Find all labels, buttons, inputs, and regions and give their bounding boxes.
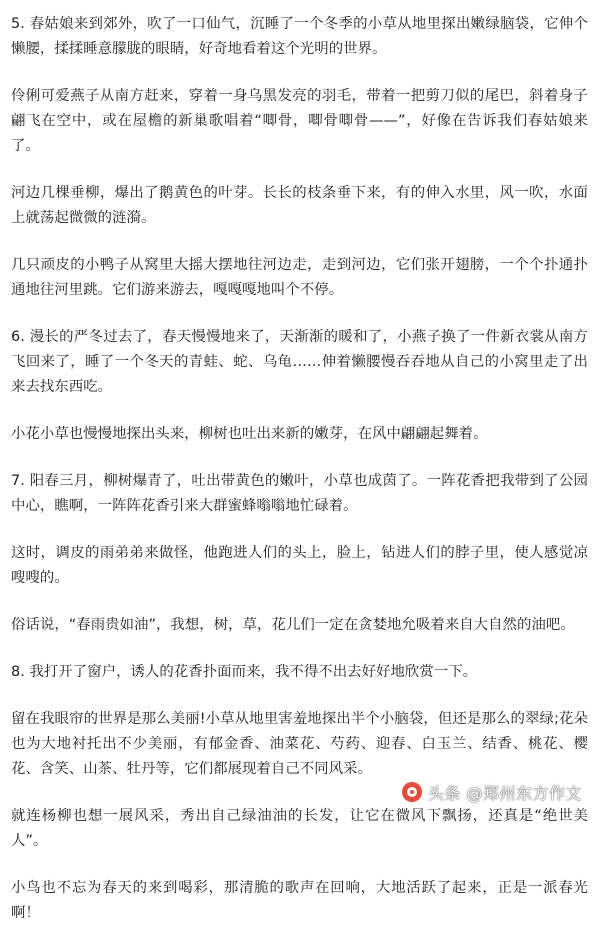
paragraph: 6. 漫长的严冬过去了，春天慢慢地来了，天渐渐的暖和了，小燕子换了一件新衣裳从南方飞回来了，睡了一个冬天的青蛙、蛇、乌龟……伸着懒腰慢吞吞地从自己的小窝里走了出来去找东西吃。 bbox=[11, 329, 588, 395]
paragraph: 留在我眼帘的世界是那么美丽!小草从地里害羞地探出半个小脑袋，但还是那么的翠绿;花朵也为大地衬托出不少美丽，有郁金香、油菜花、芍药、迎春、白玉兰、结香、桃花、樱花、含笑、山茶、牡丹等，它们都展现着自己不同风采。 bbox=[11, 711, 588, 777]
paragraph: 河边几棵垂柳，爆出了鹅黄色的叶芽。长长的枝条垂下来，有的伸入水里，风一吹，水面上就荡起微微的涟漪。 bbox=[11, 185, 588, 226]
paragraph: 小花小草也慢慢地探出头来，柳树也吐出来新的嫩芽，在风中翩翩起舞着。 bbox=[11, 426, 488, 442]
paragraph: 小鸟也不忘为春天的来到喝彩，那清脆的歌声在回响，大地活跃了起来，正是一派春光啊！ bbox=[11, 880, 588, 921]
paragraph: 这时，调皮的雨弟弟来做怪，他跑进人们的头上，脸上，钻进人们的脖子里，使人感觉凉嗖嗖的。 bbox=[11, 545, 588, 586]
paragraph: 俗话说，“春雨贵如油”，我想，树，草，花儿们一定在贪婪地允吸着来自大自然的油吧。 bbox=[11, 617, 575, 633]
paragraph: 8. 我打开了窗户，诱人的花香扑面而来，我不得不出去好好地欣赏一下。 bbox=[11, 664, 478, 680]
paragraph: 伶俐可爱燕子从南方赶来，穿着一身乌黑发亮的羽毛，带着一把剪刀似的尾巴，斜着身子翩飞在空中，或在屋檐的新巢歌唱着“唧骨，唧骨唧骨——”，好像在告诉我们春姑娘来了。 bbox=[11, 88, 588, 154]
paragraph: 5. 春姑娘来到郊外，吹了一口仙气，沉睡了一个冬季的小草从地里探出嫩绿脑袋，它伸个懒腰，揉揉睡意朦胧的眼睛，好奇地看着这个光明的世界。 bbox=[11, 16, 588, 57]
paragraph: 7. 阳春三月，柳树爆青了，吐出带黄色的嫩叶，小草也成茵了。一阵花香把我带到了公园中心，瞧啊，一阵阵花香引来大群蜜蜂嗡嗡地忙碌着。 bbox=[11, 473, 588, 514]
paragraph: 几只顽皮的小鸭子从窝里大摇大摆地往河边走，走到河边，它们张开翅膀，一个个扑通扑通地往河里跳。它们游来游去，嘎嘎嘎地叫个不停。 bbox=[11, 257, 588, 298]
watermark-text: 头条 @郑州东方作文 bbox=[427, 783, 582, 803]
toutiao-logo-icon bbox=[402, 782, 422, 802]
paragraph: 就连杨柳也想一展风采，秀出自己绿油油的长发，让它在微风下飘扬，还真是“绝世美人”。 bbox=[11, 808, 588, 849]
source-watermark bbox=[398, 779, 588, 805]
